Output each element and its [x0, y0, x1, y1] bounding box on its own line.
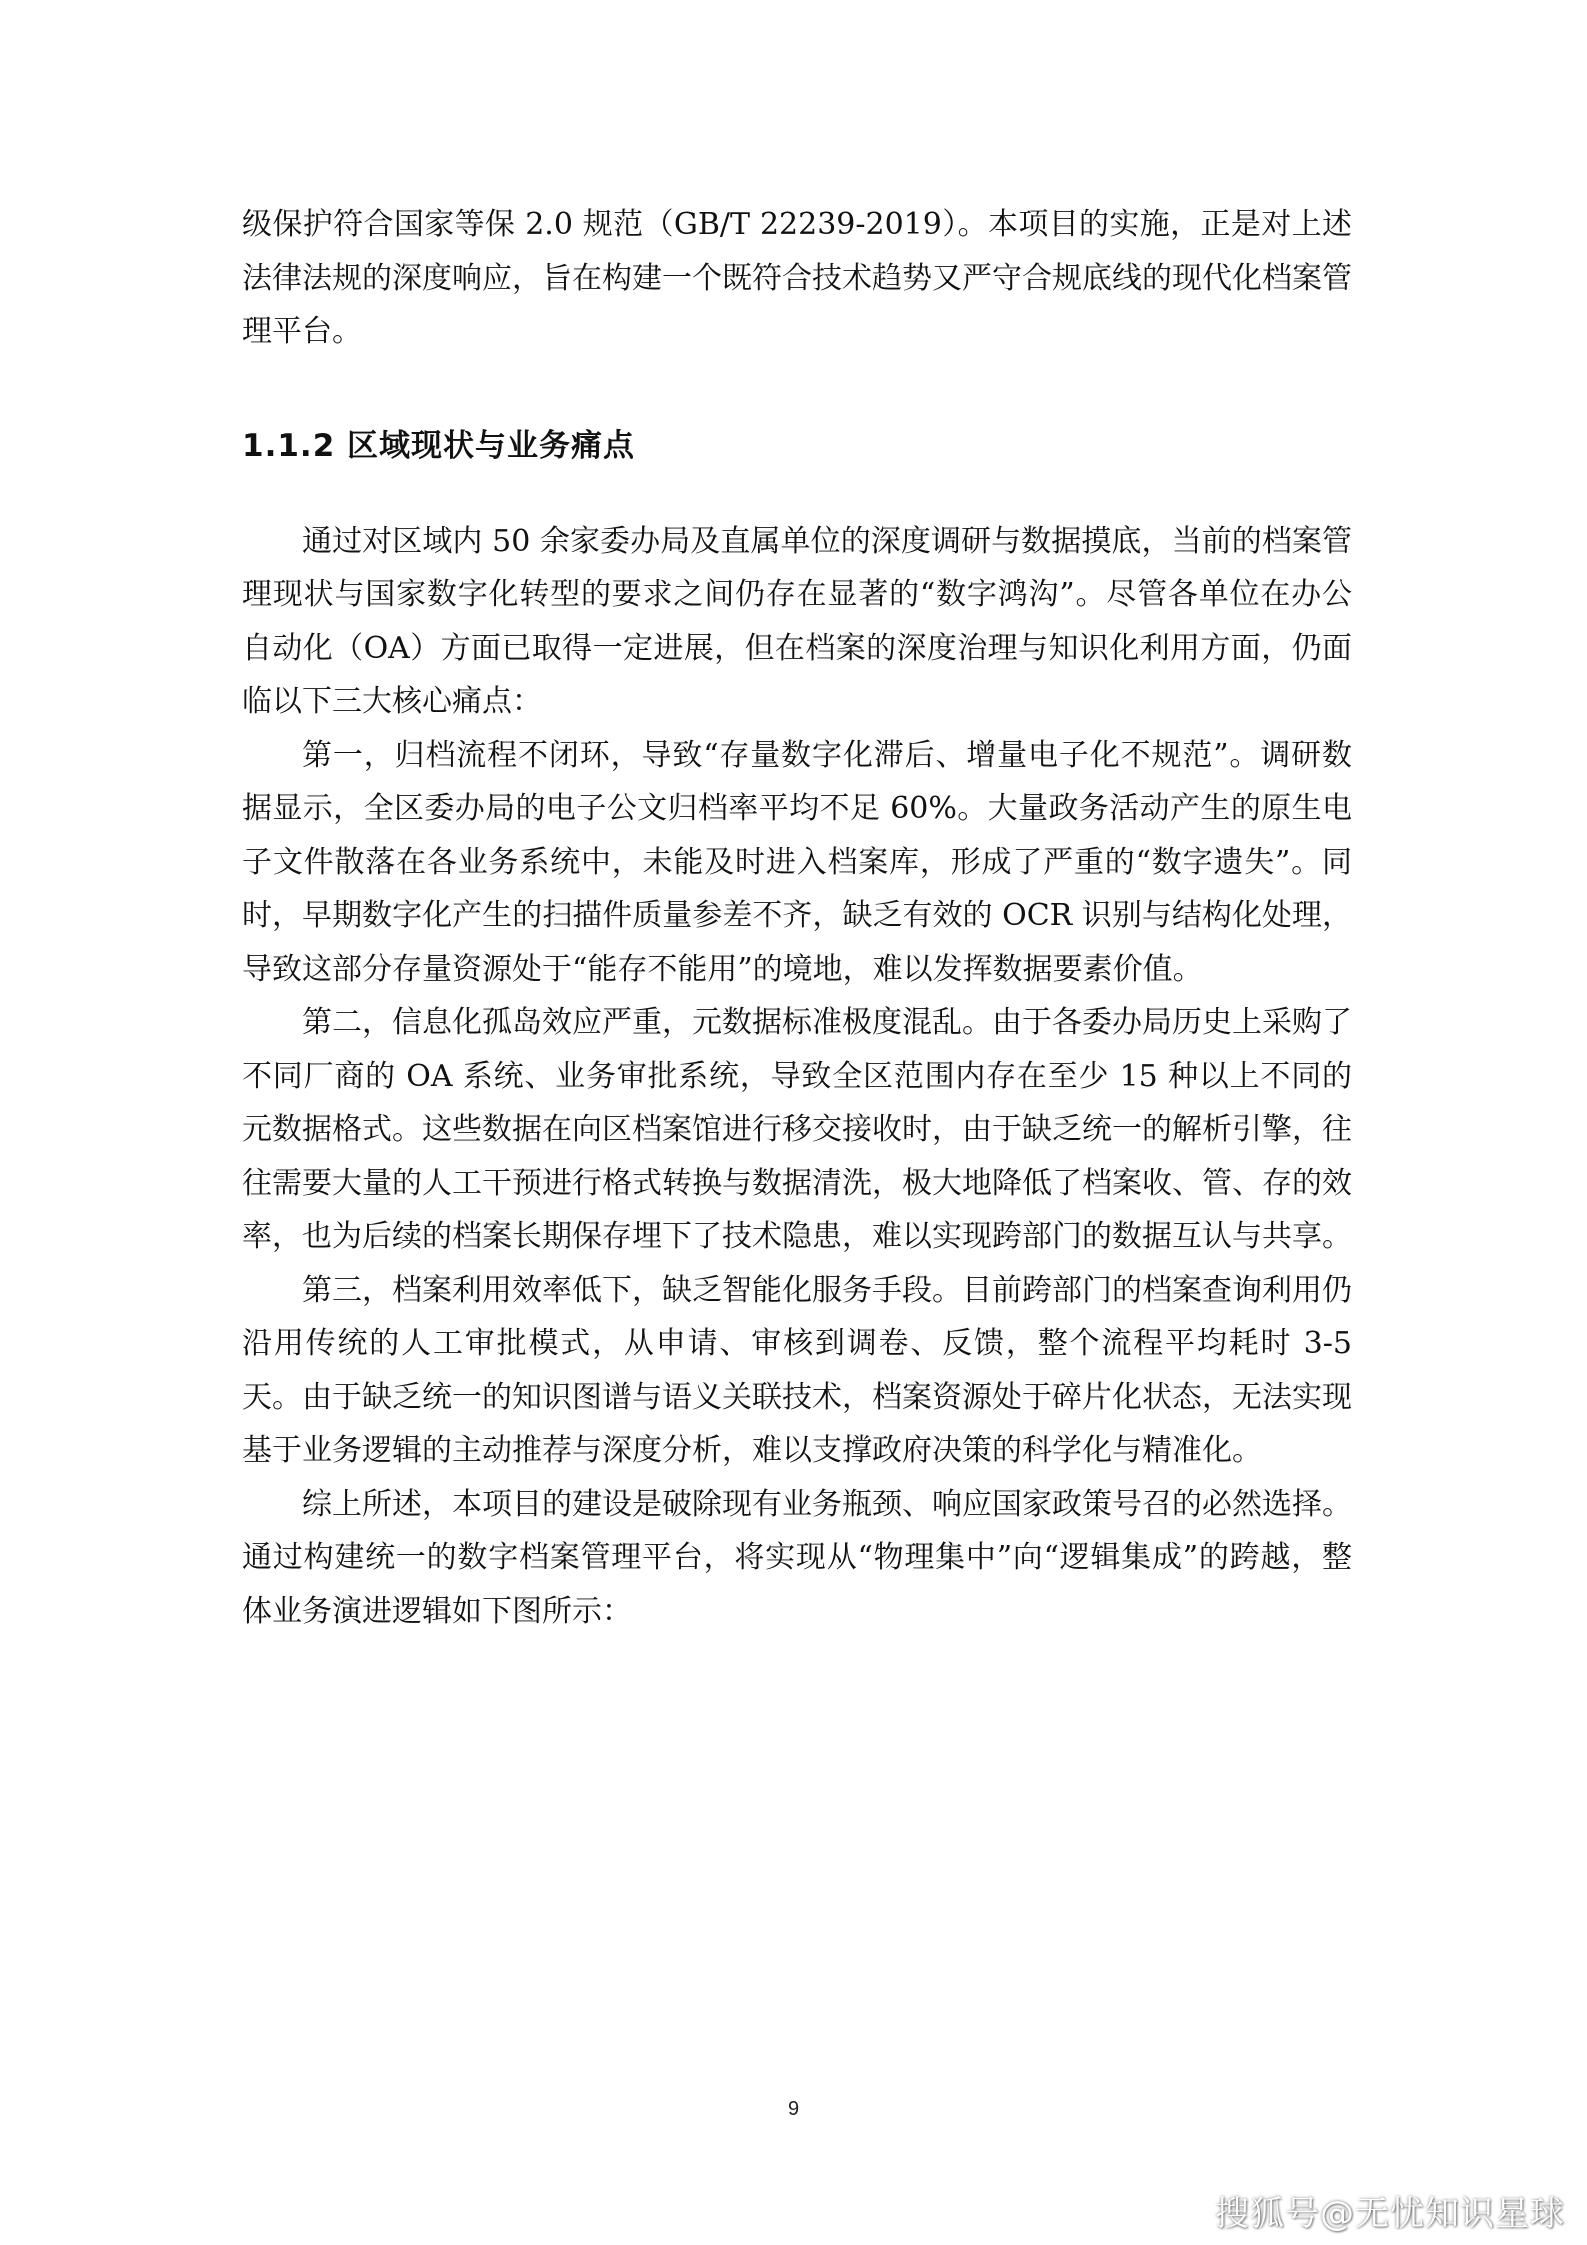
section-heading: 1.1.2 区域现状与业务痛点: [242, 427, 636, 464]
body-paragraph: 综上所述，本项目的建设是破除现有业务瓶颈、响应国家政策号召的必然选择。通过构建统一的数字档案管理平台，将实现从“物理集中”向“逻辑集成”的跨越，整体业务演进逻辑如下图所示：: [242, 1486, 1352, 1629]
document-body: [242, 198, 1352, 1638]
body-paragraph: 第一，归档流程不闭环，导致“存量数字化滞后、增量电子化不规范”。调研数据显示，全区委办局的电子公文归档率平均不足 60%。大量政务活动产生的原生电子文件散落在各业务系统中，未能及时进入档案库，形成了严重的“数字遗失”。同时，早期数字化产生的扫描件质量参差不齐，缺乏有效的 OCR 识别与结构化处理，导致这部分存量资源处于“能存不能用”的境地，难以发挥数据要素价值。: [242, 737, 1352, 987]
body-paragraph: 第三，档案利用效率低下，缺乏智能化服务手段。目前跨部门的档案查询利用仍沿用传统的人工审批模式，从申请、审核到调卷、反馈，整个流程平均耗时 3-5 天。由于缺乏统一的知识图谱与语义关联技术，档案资源处于碎片化状态，无法实现基于业务逻辑的主动推荐与深度分析，难以支撑政府决策的科学化与精准化。: [242, 1272, 1352, 1468]
intro-paragraph: 级保护符合国家等保 2.0 规范（GB/T 22239-2019）。本项目的实施，正是对上述法律法规的深度响应，旨在构建一个既符合技术趋势又严守合规底线的现代化档案管理平台。: [242, 207, 1352, 349]
body-paragraph: 通过对区域内 50 余家委办局及直属单位的深度调研与数据摸底，当前的档案管理现状与国家数字化转型的要求之间仍存在显著的“数字鸿沟”。尽管各单位在办公自动化（OA）方面已取得一定进展，但在档案的深度治理与知识化利用方面，仍面临以下三大核心痛点：: [242, 523, 1352, 719]
page-number: 9: [787, 2098, 800, 2120]
watermark: 搜狐号@无忧知识星球: [1215, 2194, 1565, 2234]
body-paragraph: 第二，信息化孤岛效应严重，元数据标准极度混乱。由于各委办局历史上采购了不同厂商的 OA 系统、业务审批系统，导致全区范围内存在至少 15 种以上不同的元数据格式。这些数据在向区档案馆进行移交接收时，由于缺乏统一的解析引擎，往往需要大量的人工干预进行格式转换与数据清洗，极大地降低了档案收、管、存的效率，也为后续的档案长期保存埋下了技术隐患，难以实现跨部门的数据互认与共享。: [242, 1005, 1352, 1254]
